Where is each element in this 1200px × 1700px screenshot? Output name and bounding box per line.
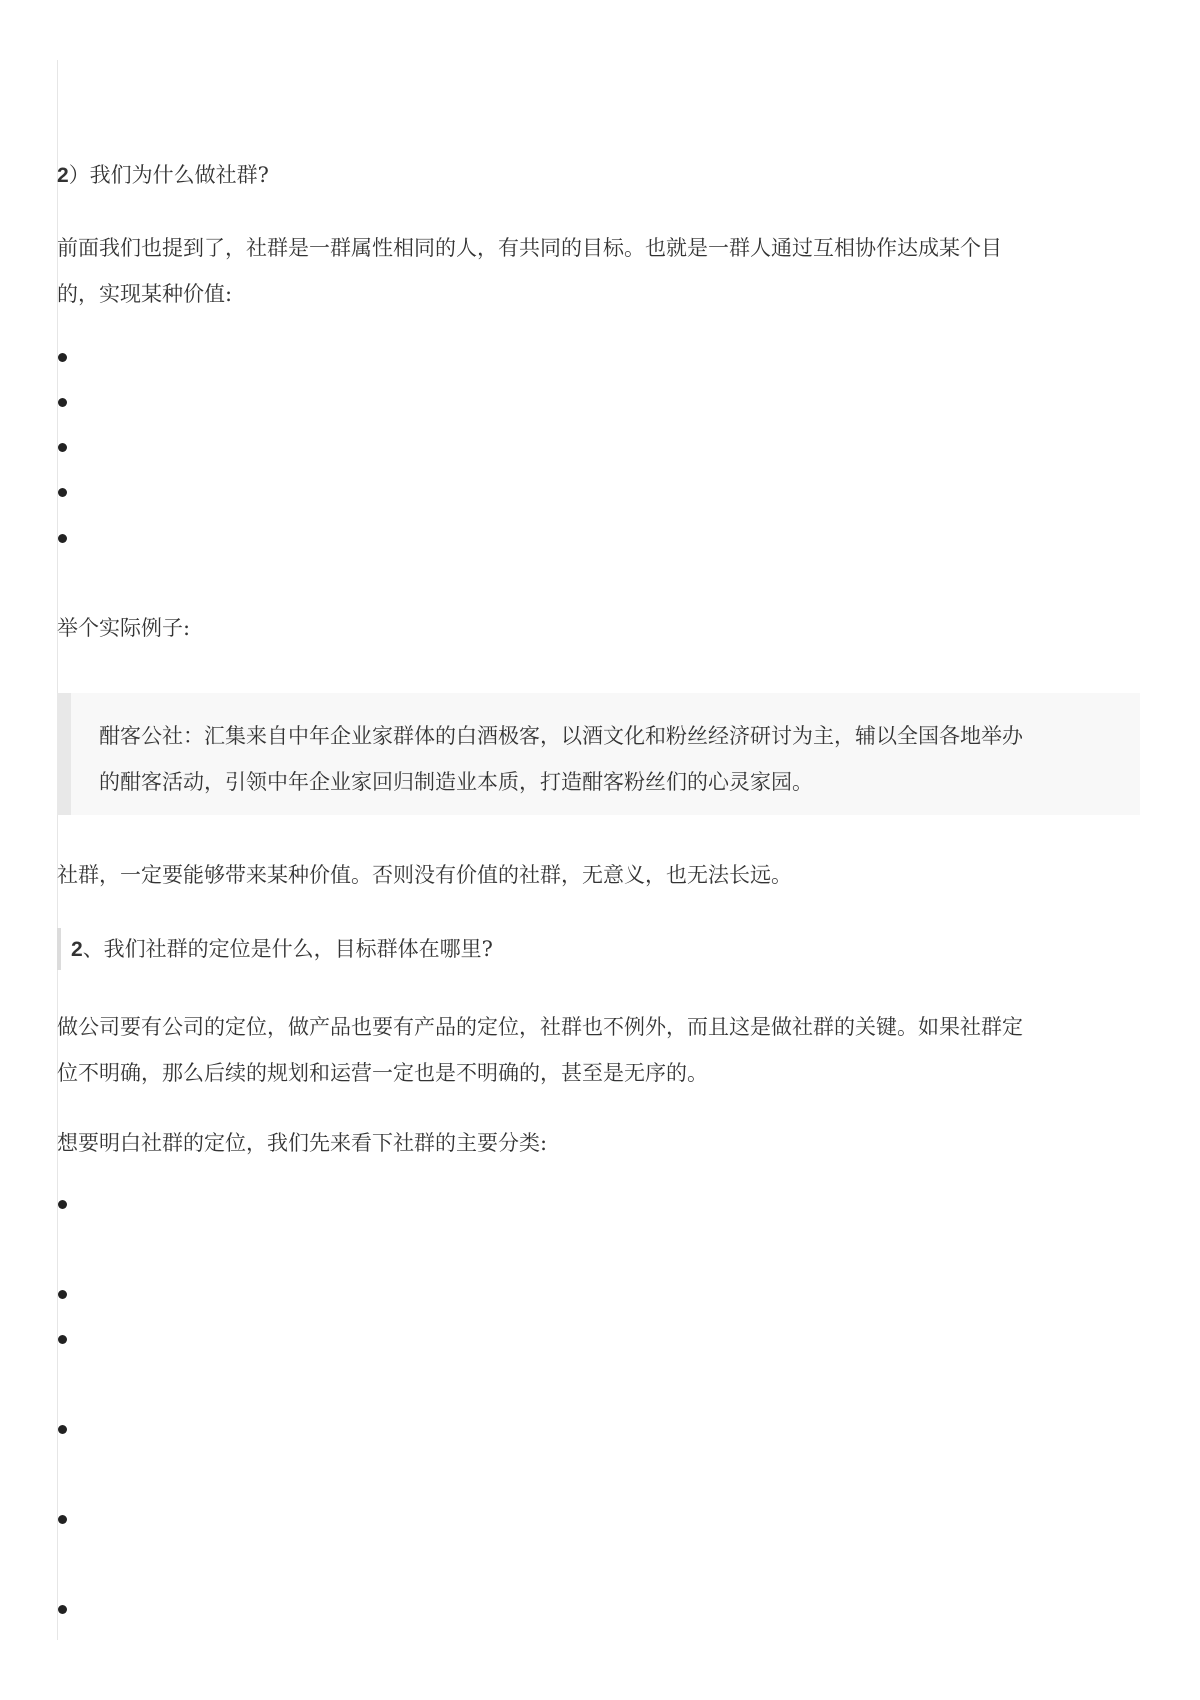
list-bullet bbox=[58, 488, 67, 497]
list-bullet bbox=[58, 353, 67, 362]
list-bullet bbox=[58, 1335, 67, 1344]
paragraph-intro: 前面我们也提到了，社群是一群属性相同的人，有共同的目标。也就是一群人通过互相协作达成某个目的，实现某种价值: bbox=[57, 236, 1002, 306]
section-heading-text: 、我们社群的定位是什么，目标群体在哪里? bbox=[82, 937, 493, 961]
list-bullet bbox=[58, 1200, 67, 1209]
sub-heading-number: 2 bbox=[57, 164, 69, 187]
section-heading bbox=[57, 928, 493, 970]
blockquote-text: 酣客公社：汇集来自中年企业家群体的白酒极客，以酒文化和粉丝经济研讨为主，辅以全国各地举办的酣客活动，引领中年企业家回归制造业本质，打造酣客粉丝们的心灵家园。 bbox=[99, 724, 1023, 794]
list-bullet bbox=[58, 1290, 67, 1299]
list-bullet bbox=[58, 398, 67, 407]
paragraph-positioning: 做公司要有公司的定位，做产品也要有产品的定位，社群也不例外，而且这是做社群的关键。如果社群定位不明确，那么后续的规划和运营一定也是不明确的，甚至是无序的。 bbox=[57, 1015, 1023, 1085]
list-bullet bbox=[58, 534, 67, 543]
list-bullet bbox=[58, 1605, 67, 1614]
paragraph-example-intro: 举个实际例子: bbox=[57, 616, 191, 640]
list-bullet bbox=[58, 443, 67, 452]
section-heading-number: 2 bbox=[71, 938, 83, 961]
list-bullet bbox=[58, 1425, 67, 1434]
sub-heading bbox=[57, 160, 269, 191]
paragraph-value: 社群，一定要能够带来某种价值。否则没有价值的社群，无意义，也无法长远。 bbox=[57, 863, 792, 887]
paragraph-classification-intro: 想要明白社群的定位，我们先来看下社群的主要分类: bbox=[57, 1131, 548, 1155]
blockquote bbox=[57, 693, 1140, 815]
sub-heading-text: ）我们为什么做社群? bbox=[68, 163, 269, 187]
list-bullet bbox=[58, 1515, 67, 1524]
